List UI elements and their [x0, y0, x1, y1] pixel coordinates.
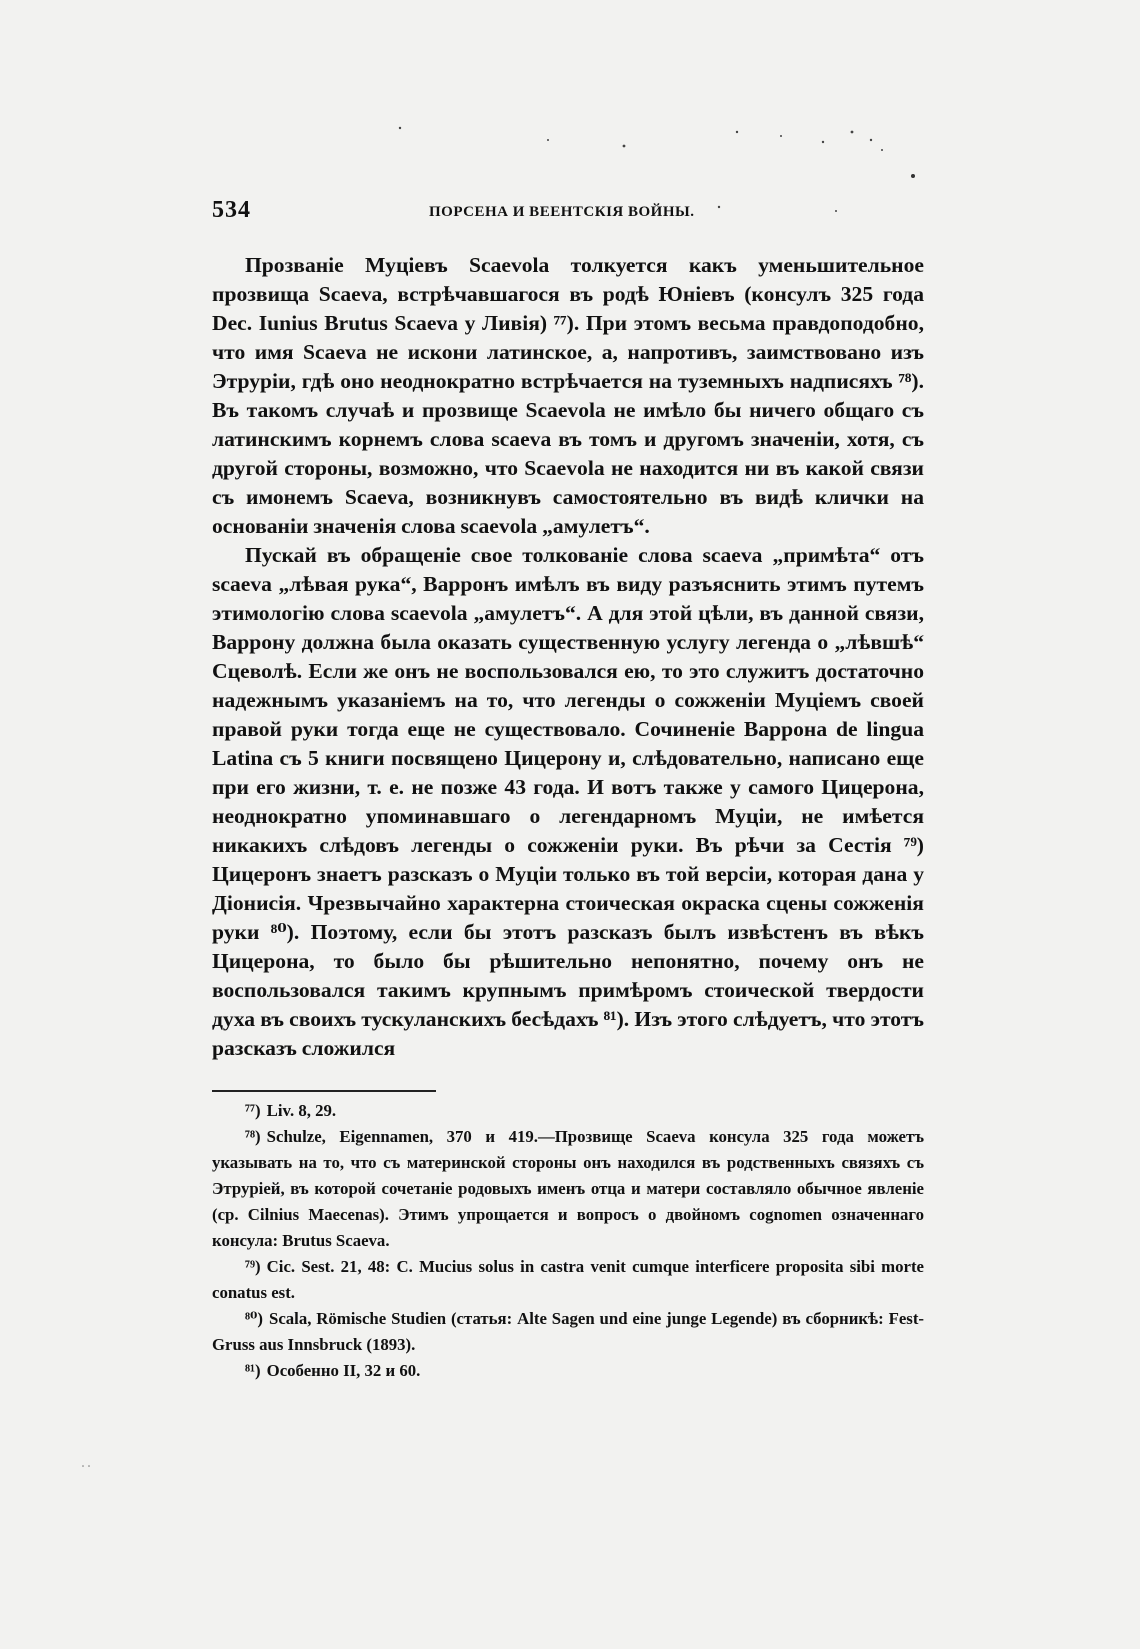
- footnote-text: Liv. 8, 29.: [266, 1101, 337, 1120]
- footnote-mark: ⁷⁷): [245, 1101, 261, 1120]
- footnote-mark: ⁷⁸): [245, 1127, 261, 1146]
- footnote-text: Cic. Sest. 21, 48: C. Mucius solus in castra venit cumque interficere proposita sibi morte conatus est.: [212, 1257, 924, 1302]
- footnote: [212, 1358, 924, 1384]
- footnotes: [212, 1098, 924, 1384]
- footnote-mark: ⁸¹): [245, 1361, 261, 1380]
- running-title: ПОРСЕНА И ВЕЕНТСКІЯ ВОЙНЫ.: [429, 204, 695, 220]
- footnote-text: Scala, Römische Studien (статья: Alte Sagen und eine junge Legende) въ сборникѣ: Fest-Gruss aus Innsbruck (1893).: [212, 1309, 924, 1354]
- footnote-rule: [212, 1090, 436, 1092]
- footnote: [212, 1098, 924, 1124]
- footnote-mark: ⁷⁹): [245, 1257, 261, 1276]
- footnote-text: Особенно II, 32 и 60.: [266, 1361, 421, 1380]
- footnote-text: Schulze, Eigennamen, 370 и 419.—Прозвище Scaeva консула 325 года можетъ указывать на то, что съ материнской стороны онъ находился въ родственныхъ связяхъ съ Этруріей, въ которой сочетаніе родовыхъ именъ отца и матери составляло обычное явленіе (ср. Cilnius Maecenas). Этимъ упрощается и вопросъ о двойномъ cognomen означеннаго консула: Brutus Scaeva.: [212, 1127, 924, 1250]
- paragraph: Пускай въ обращеніе свое толкованіе слова scaeva „примѣта“ отъ scaeva „лѣвая рука“, Варронъ имѣлъ въ виду разъяснить этимъ путемъ этимологію слова scaevola „амулетъ“. А для этой цѣли, въ данной связи, Варрону должна была оказать существенную услугу легенда о „лѣвшѣ“ Сцеволѣ. Если же онъ не воспользовался ею, то это служитъ достаточно надежнымъ указаніемъ на то, что легенды о сожженіи Муціемъ своей правой руки тогда еще не существовало. Сочиненіе Варрона de lingua Latina съ 5 книги посвящено Цицерону и, слѣдовательно, написано еще при его жизни, т. е. не позже 43 года. И вотъ также у самого Цицерона, неоднократно упоминавшаго о легендарномъ Муціи, не имѣется никакихъ слѣдовъ легенды о сожженіи руки. Въ рѣчи за Сестія ⁷⁹) Цицеронъ знаетъ разсказъ о Муціи только въ той версіи, которая дана у Діонисія. Чрезвычайно характерна стоическая окраска сцены сожженія руки ⁸⁰). Поэтому, если бы этотъ разсказъ былъ извѣстенъ въ вѣкъ Цицерона, то было бы рѣшительно непонятно, почему онъ не воспользовался такимъ крупнымъ примѣромъ стоической твердости духа въ своихъ тускуланскихъ бесѣдахъ ⁸¹). Изъ этого слѣдуетъ, что этотъ разсказъ сложился: [212, 543, 924, 1060]
- page-number: 534: [212, 197, 251, 223]
- footnote: [212, 1306, 924, 1358]
- footnote: [212, 1124, 924, 1254]
- footnote-mark: ⁸⁰): [245, 1309, 263, 1328]
- footnote: [212, 1254, 924, 1306]
- paragraph: Прозваніе Муціевъ Scaevola толкуется какъ уменьшительное прозвища Scaeva, встрѣчавшагося въ родѣ Юніевъ (консулъ 325 года Dec. Iunius Brutus Scaeva у Ливія) ⁷⁷). При этомъ весьма правдоподобно, что имя Scaeva не искони латинское, а, напротивъ, заимствовано изъ Этруріи, гдѣ оно неоднократно встрѣчается на туземныхъ надписяхъ ⁷⁸). Въ такомъ случаѣ и прозвище Scaevola не имѣло бы ничего общаго съ латинскимъ корнемъ слова scaeva въ томъ и другомъ значеніи, хотя, съ другой стороны, возможно, что Scaevola не находится ни въ какой связи съ имонемъ Scaeva, возникнувъ самостоятельно въ видѣ клички на основаніи значенія слова scaevola „амулетъ“.: [212, 253, 924, 538]
- running-header: [212, 197, 924, 233]
- body-text: [212, 251, 924, 1063]
